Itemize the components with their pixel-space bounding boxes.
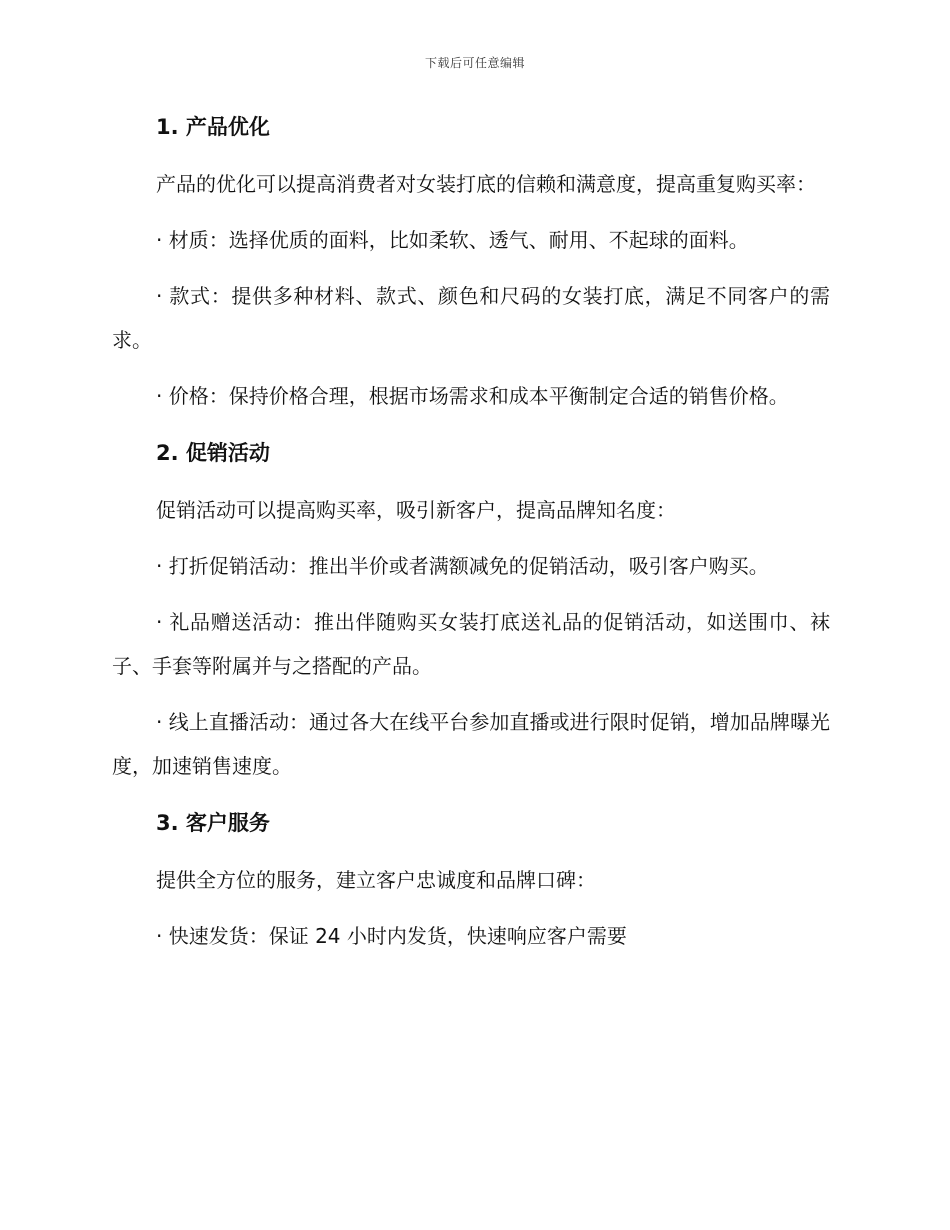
- section-intro: 产品的优化可以提高消费者对女装打底的信赖和满意度，提高重复购买率：: [156, 172, 816, 196]
- section-heading: 3. 客户服务: [156, 811, 270, 835]
- bullet-item: · 线上直播活动：通过各大在线平台参加直播或进行限时促销，增加品牌曝光度，加速销售速度。: [112, 710, 830, 778]
- section-customer-service: [112, 800, 830, 958]
- bullet-item: · 材质：选择优质的面料，比如柔软、透气、耐用、不起球的面料。: [156, 228, 749, 252]
- document-body: [112, 104, 830, 970]
- section-heading: 1. 产品优化: [156, 115, 270, 139]
- bullet-item: · 礼品赠送活动：推出伴随购买女装打底送礼品的促销活动，如送围巾、袜子、手套等附属并与之搭配的产品。: [112, 610, 830, 678]
- bullet-item: · 款式：提供多种材料、款式、颜色和尺码的女装打底，满足不同客户的需求。: [112, 284, 830, 352]
- header-note: 下载后可任意编辑: [424, 56, 525, 70]
- section-heading: 2. 促销活动: [156, 441, 270, 465]
- section-promotions: [112, 430, 830, 788]
- section-product-optimization: [112, 104, 830, 418]
- section-intro: 提供全方位的服务，建立客户忠诚度和品牌口碑：: [156, 868, 596, 892]
- section-intro: 促销活动可以提高购买率，吸引新客户，提高品牌知名度：: [156, 498, 676, 522]
- bullet-item: · 打折促销活动：推出半价或者满额减免的促销活动，吸引客户购买。: [156, 554, 769, 578]
- bullet-item: · 价格：保持价格合理，根据市场需求和成本平衡制定合适的销售价格。: [156, 384, 789, 408]
- bullet-item: · 快速发货：保证 24 小时内发货，快速响应客户需要: [156, 924, 627, 948]
